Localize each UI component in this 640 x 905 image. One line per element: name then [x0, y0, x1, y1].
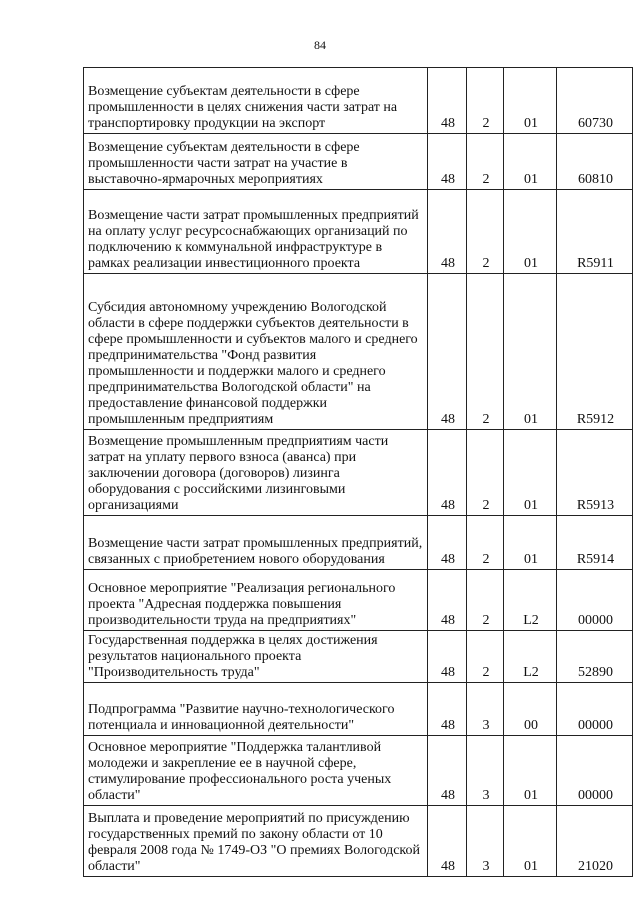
code-cell-2: 2	[467, 430, 504, 516]
code-cell-3: 01	[504, 68, 557, 134]
code-cell-2: 2	[467, 190, 504, 274]
code-cell-4: 52890	[557, 631, 633, 683]
code-cell-4: R5912	[557, 274, 633, 430]
item-name-cell: Возмещение субъектам деятельности в сфере промышленности в целях снижения части затрат на транспортировку продукции на экспорт	[84, 68, 428, 134]
item-name-cell: Выплата и проведение мероприятий по присуждению государственных премий по закону области от 10 февраля 2008 года № 1749-ОЗ "О премиях Вологодской области"	[84, 806, 428, 877]
item-name-cell: Возмещение части затрат промышленных предприятий, связанных с приобретением нового оборудования	[84, 516, 428, 570]
budget-classification-table	[83, 67, 633, 877]
code-cell-1: 48	[428, 631, 467, 683]
code-cell-3: 01	[504, 134, 557, 190]
item-name-cell: Подпрограмма "Развитие научно-технологического потенциала и инновационной деятельности"	[84, 683, 428, 736]
code-cell-4: 60810	[557, 134, 633, 190]
code-cell-1: 48	[428, 274, 467, 430]
table-row	[84, 736, 633, 806]
code-cell-3: 01	[504, 736, 557, 806]
item-name-cell: Основное мероприятие "Поддержка талантливой молодежи и закрепление ее в научной сфере, стимулирование профессионального роста ученых области"	[84, 736, 428, 806]
code-cell-1: 48	[428, 736, 467, 806]
table-body	[84, 68, 633, 877]
code-cell-3: 01	[504, 516, 557, 570]
code-cell-2: 3	[467, 683, 504, 736]
item-name-cell: Возмещение части затрат промышленных предприятий на оплату услуг ресурсоснабжающих организаций по подключению к коммунальной инфраструктуре в рамках реализации инвестиционного проекта	[84, 190, 428, 274]
table-row	[84, 190, 633, 274]
table-row	[84, 274, 633, 430]
code-cell-1: 48	[428, 570, 467, 631]
code-cell-4: 00000	[557, 736, 633, 806]
code-cell-4: 00000	[557, 683, 633, 736]
table-row	[84, 68, 633, 134]
code-cell-2: 2	[467, 274, 504, 430]
code-cell-1: 48	[428, 430, 467, 516]
table-row	[84, 806, 633, 877]
item-name-cell: Субсидия автономному учреждению Вологодской области в сфере поддержки субъектов деятельности в сфере промышленности и субъектов малого и среднего предпринимательства "Фонд развития промышленности и поддержки малого и среднего предпринимательства Вологодской области" на предоставление финансовой поддержки промышленным предприятиям	[84, 274, 428, 430]
code-cell-4: R5913	[557, 430, 633, 516]
code-cell-2: 3	[467, 806, 504, 877]
item-name-cell: Возмещение промышленным предприятиям части затрат на уплату первого взноса (аванса) при заключении договора (договоров) лизинга оборудования с российскими лизинговыми организациями	[84, 430, 428, 516]
code-cell-3: 01	[504, 430, 557, 516]
code-cell-1: 48	[428, 806, 467, 877]
code-cell-4: 60730	[557, 68, 633, 134]
code-cell-4: R5914	[557, 516, 633, 570]
code-cell-3: 01	[504, 190, 557, 274]
table-row	[84, 570, 633, 631]
code-cell-4: 21020	[557, 806, 633, 877]
code-cell-1: 48	[428, 68, 467, 134]
code-cell-4: R5911	[557, 190, 633, 274]
item-name-cell: Возмещение субъектам деятельности в сфере промышленности части затрат на участие в выставочно-ярмарочных мероприятиях	[84, 134, 428, 190]
code-cell-2: 2	[467, 516, 504, 570]
table-row	[84, 631, 633, 683]
code-cell-1: 48	[428, 134, 467, 190]
code-cell-3: 00	[504, 683, 557, 736]
code-cell-4: 00000	[557, 570, 633, 631]
item-name-cell: Государственная поддержка в целях достижения результатов национального проекта "Производительность труда"	[84, 631, 428, 683]
table-row	[84, 516, 633, 570]
code-cell-1: 48	[428, 190, 467, 274]
code-cell-3: 01	[504, 806, 557, 877]
code-cell-3: L2	[504, 570, 557, 631]
item-name-cell: Основное мероприятие "Реализация регионального проекта "Адресная поддержка повышения производительности труда на предприятиях"	[84, 570, 428, 631]
table-row	[84, 683, 633, 736]
code-cell-2: 2	[467, 134, 504, 190]
code-cell-1: 48	[428, 516, 467, 570]
code-cell-3: 01	[504, 274, 557, 430]
code-cell-2: 2	[467, 68, 504, 134]
code-cell-1: 48	[428, 683, 467, 736]
table-row	[84, 134, 633, 190]
code-cell-2: 3	[467, 736, 504, 806]
code-cell-2: 2	[467, 631, 504, 683]
code-cell-2: 2	[467, 570, 504, 631]
table-row	[84, 430, 633, 516]
code-cell-3: L2	[504, 631, 557, 683]
page-number: 84	[314, 38, 326, 52]
